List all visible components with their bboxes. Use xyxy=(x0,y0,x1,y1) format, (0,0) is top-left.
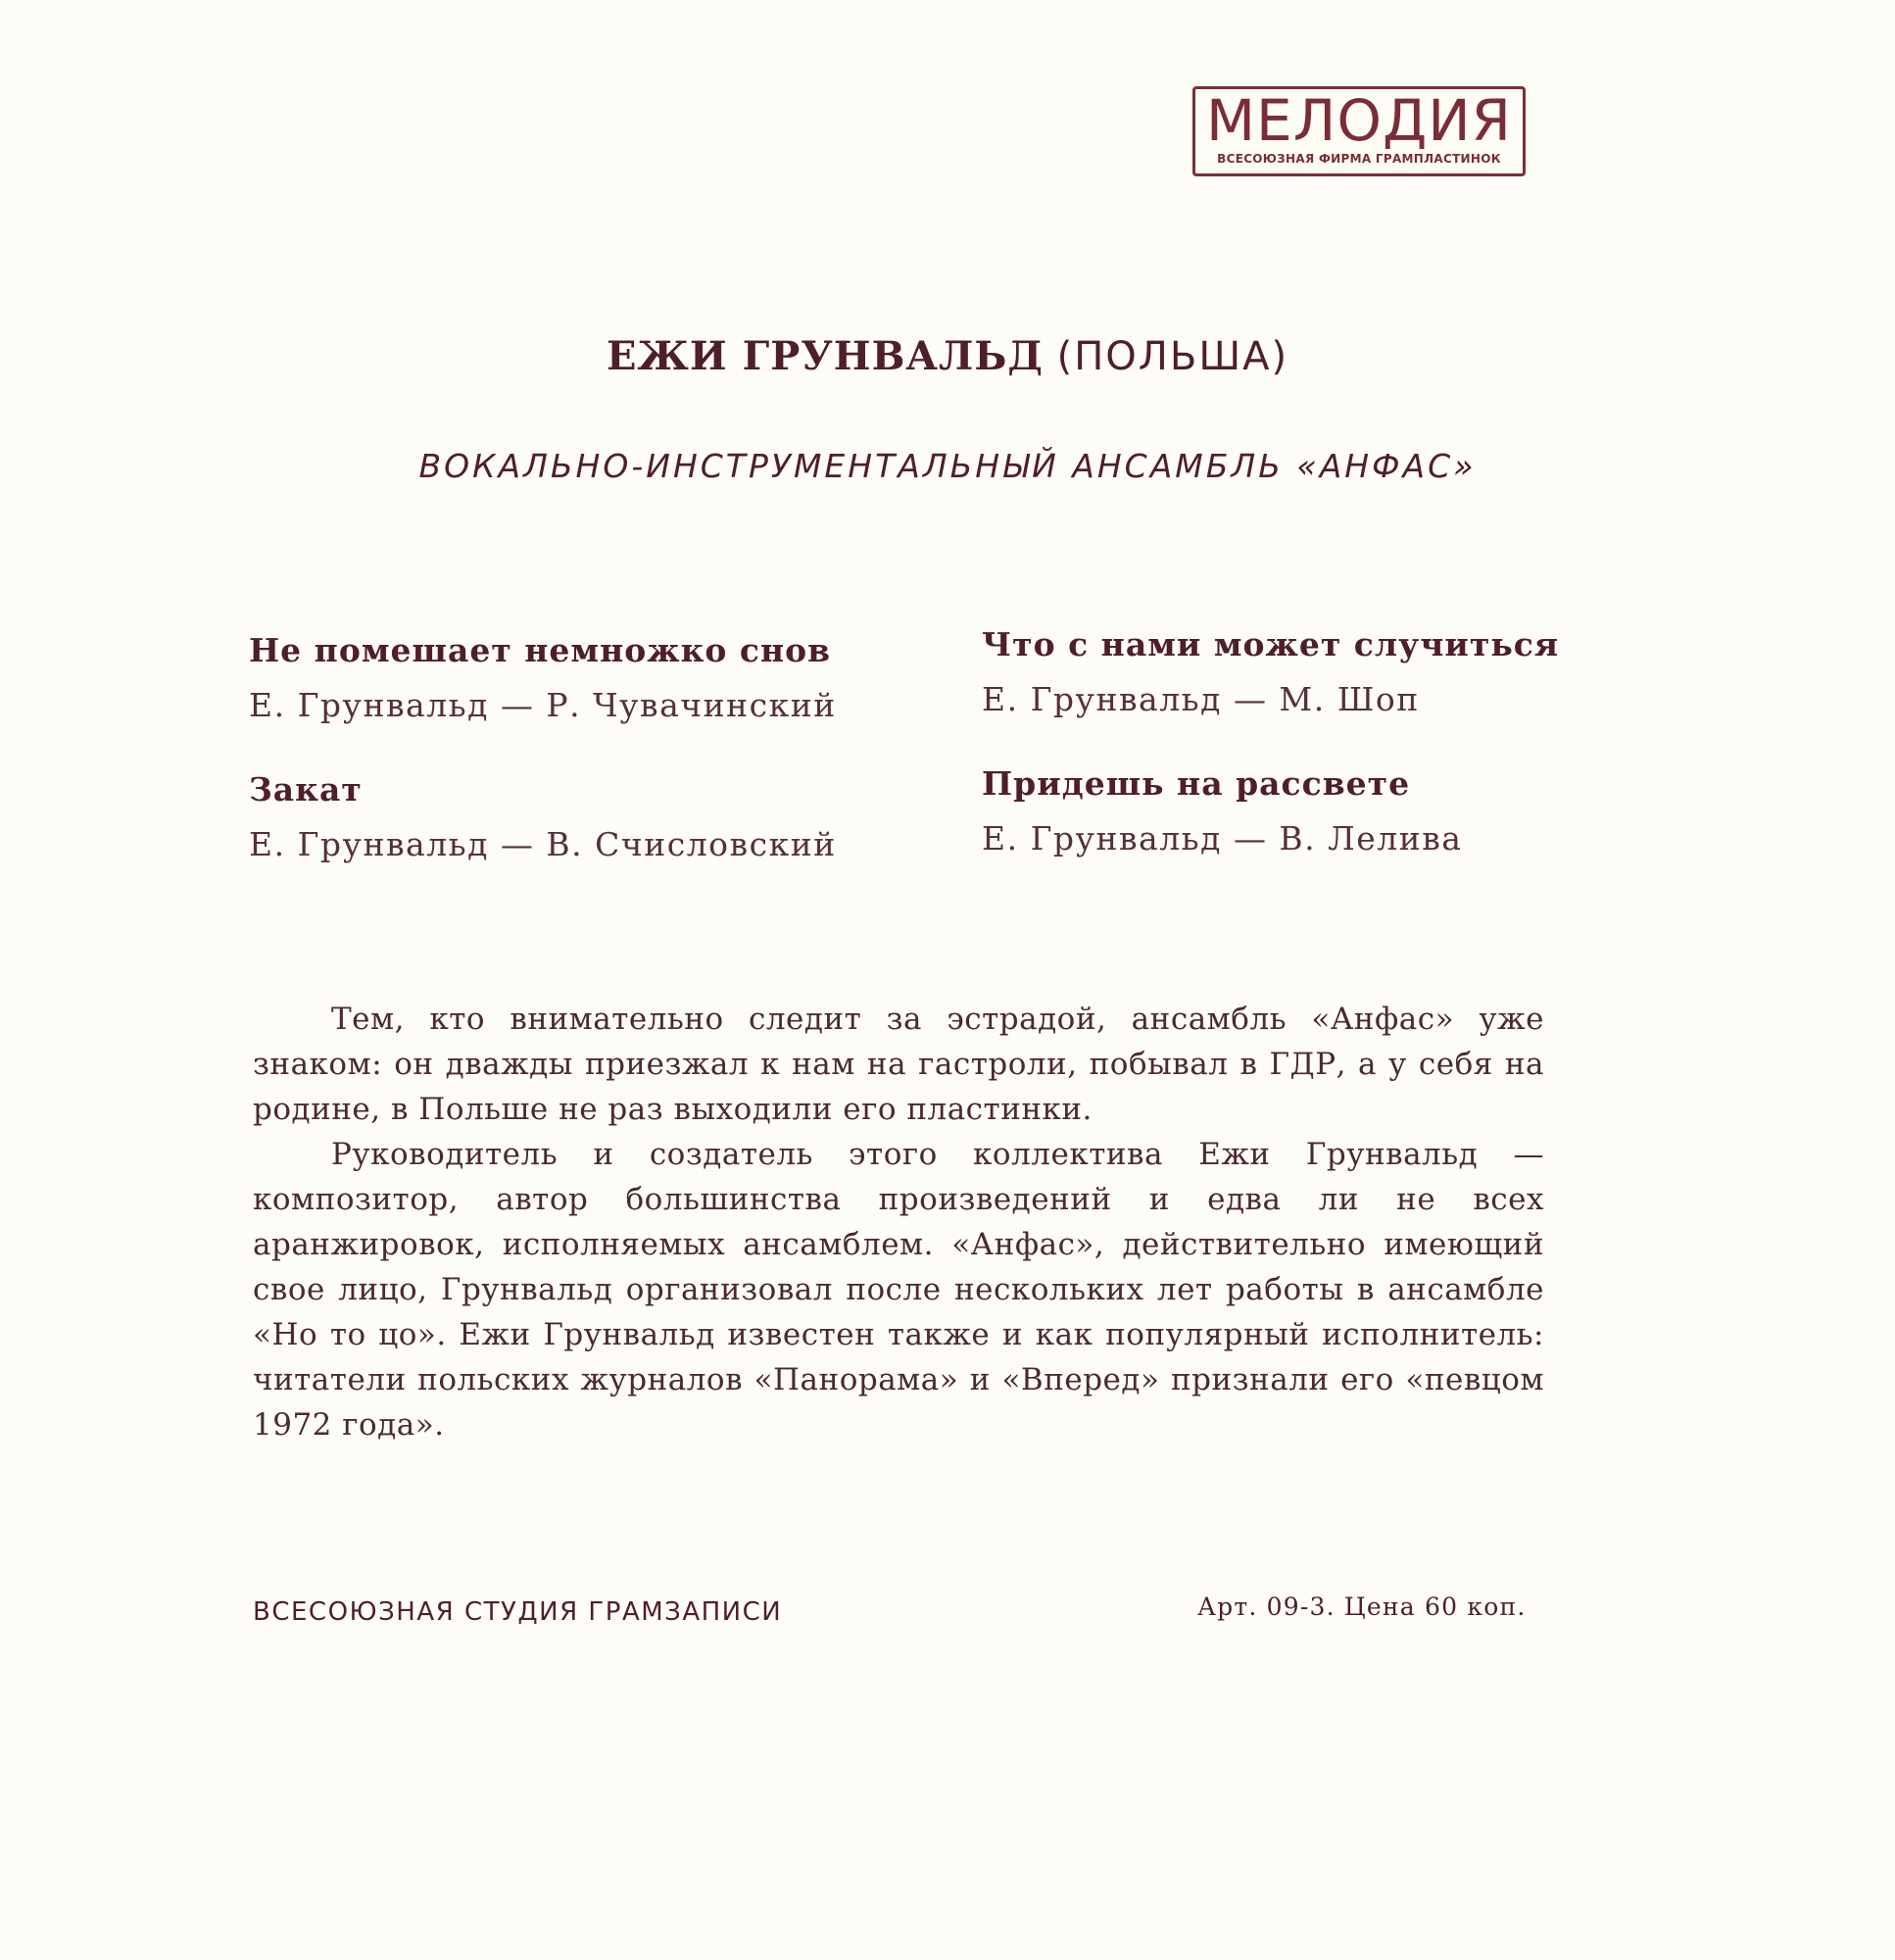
price-label: Арт. 09-3. Цена 60 коп. xyxy=(1197,1592,1527,1621)
logo-wordmark: МЕЛОДИЯ xyxy=(1206,87,1512,154)
track-credit: Е. Грунвальд — М. Шоп xyxy=(982,680,1420,718)
artist-name: ЕЖИ ГРУНВАЛЬД xyxy=(606,333,1044,379)
track-item xyxy=(982,625,1559,719)
track-credit: Е. Грунвальд — В. Лелива xyxy=(982,819,1463,858)
track-item xyxy=(249,631,837,725)
track-title: Закат xyxy=(249,770,363,808)
track-title: Придешь на рассвете xyxy=(982,764,1411,803)
artist-country: (ПОЛЬША) xyxy=(1056,334,1289,379)
logo-subtitle: ВСЕСОЮЗНАЯ ФИРМА ГРАМПЛАСТИНОК xyxy=(1217,152,1501,166)
track-credit: Е. Грунвальд — В. Счисловский xyxy=(249,825,837,863)
page-title xyxy=(0,333,1895,379)
track-title: Что с нами может случиться xyxy=(982,625,1560,663)
liner-notes xyxy=(253,997,1544,1447)
track-item xyxy=(249,770,837,864)
track-title: Не помешает немножко снов xyxy=(249,631,832,669)
melodiya-logo xyxy=(1192,86,1526,176)
ensemble-name: ВОКАЛЬНО-ИНСТРУМЕНТАЛЬНЫЙ АНСАМБЛЬ «АНФАС» xyxy=(418,447,1477,485)
track-credit: Е. Грунвальд — Р. Чувачинский xyxy=(249,686,837,724)
studio-name: ВСЕСОЮЗНАЯ СТУДИЯ ГРАМЗАПИСИ xyxy=(253,1597,783,1627)
liner-notes-paragraph: Тем, кто внимательно следит за эстрадой, ансамбль «Анфас» уже знаком: он дважды приезжал к нам на гастроли, побывал в ГДР, а у себя на родине, в Польше не раз выходили его пластинки. xyxy=(253,1002,1544,1127)
track-item xyxy=(982,764,1462,858)
liner-notes-paragraph: Руководитель и создатель этого коллектива Ежи Грунвальд — композитор, автор большинства произведений и едва ли не всех аранжировок, исполняемых ансамблем. «Анфас», действительно имеющий свое лицо, Грунвальд организовал после нескольких лет работы в ансамбле «Но то цо». Ежи Грунвальд известен также и как популярный исполнитель: читатели польских журналов «Панорама» и «Вперед» признали его «певцом 1972 года». xyxy=(253,1137,1544,1443)
